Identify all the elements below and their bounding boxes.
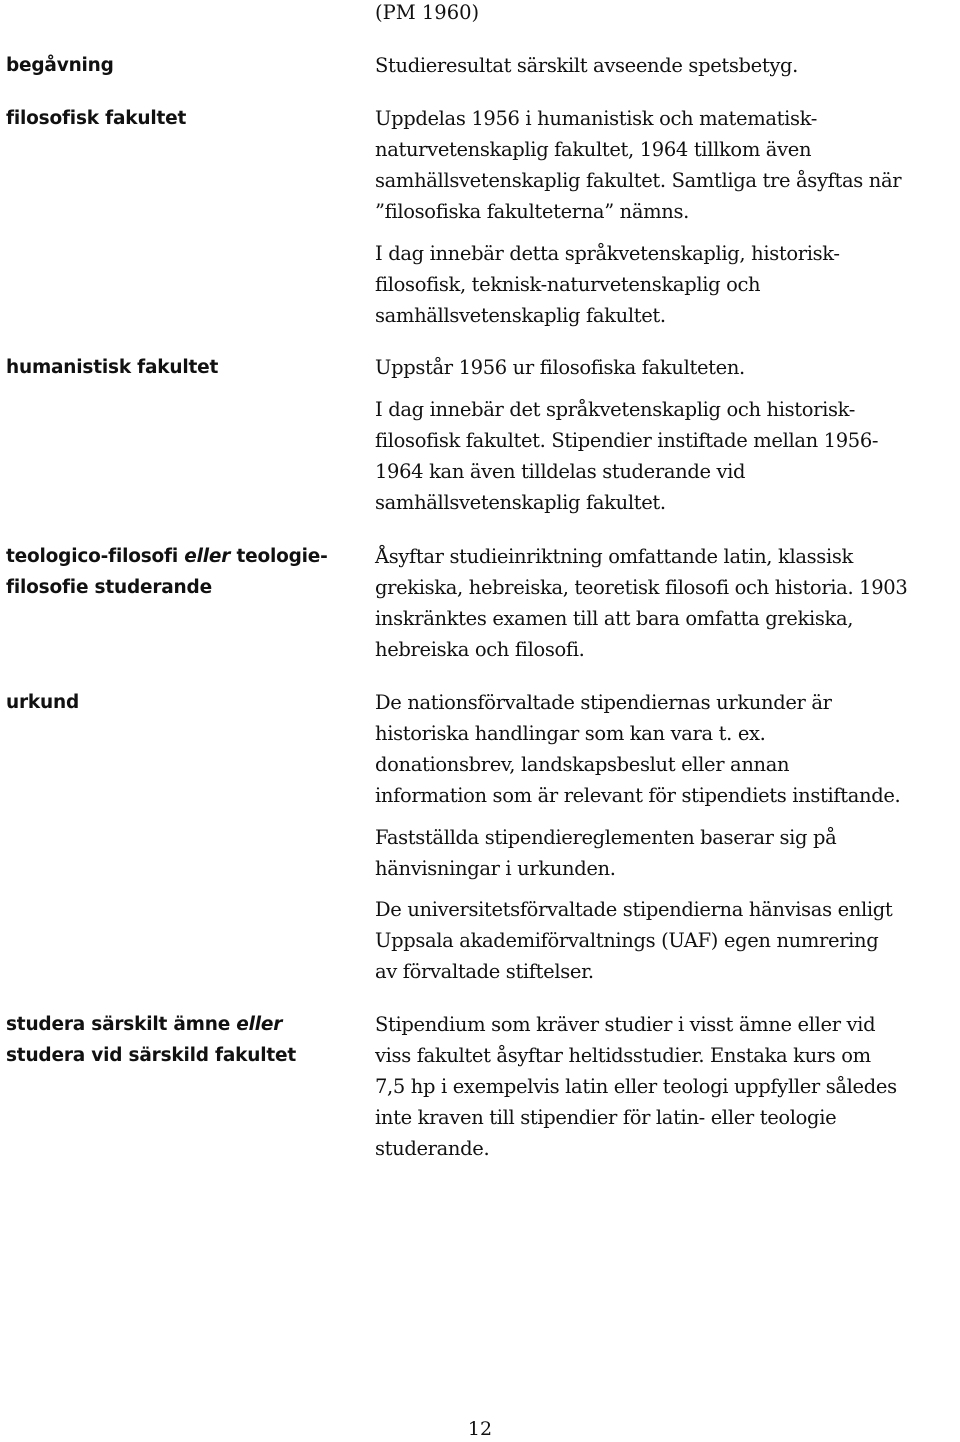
term-text: studera vid särskild fakultet: [6, 1045, 297, 1066]
term-studera-sarskilt-amne: [6, 1009, 356, 1071]
term-text: filosofisk fakultet: [6, 108, 187, 129]
definition-line: De nationsförvaltade stipendiernas urkunder är: [375, 691, 832, 714]
term-filosofisk-fakultet: [6, 103, 356, 134]
definition-line: Stipendium som kräver studier i visst ämne eller vid: [375, 1013, 876, 1036]
definition-line: hänvisningar i urkunden.: [375, 857, 616, 880]
definition-line: samhällsvetenskaplig fakultet.: [375, 304, 666, 327]
term-text: humanistisk fakultet: [6, 357, 219, 378]
definition-line: naturvetenskaplig fakultet, 1964 tillkom även: [375, 138, 812, 161]
term-line: [6, 1009, 356, 1040]
definition-line: 7,5 hp i exempelvis latin eller teologi uppfyller således: [375, 1075, 897, 1098]
definition-line: I dag innebär det språkvetenskaplig och historisk-: [375, 398, 856, 421]
term-text: urkund: [6, 692, 79, 713]
term-text: teologie-: [236, 546, 328, 567]
definition-line: studerande.: [375, 1137, 490, 1160]
term-humanistisk-fakultet: [6, 352, 356, 383]
definition-line: Åsyftar studieinriktning omfattande latin, klassisk: [375, 545, 853, 568]
term-begavning: [6, 50, 356, 81]
definition-line: Uppdelas 1956 i humanistisk och matematisk-: [375, 107, 818, 130]
definition-line: donationsbrev, landskapsbeslut eller annan: [375, 753, 790, 776]
definition-line: hebreiska och filosofi.: [375, 638, 585, 661]
definition-line: Studieresultat särskilt avseende spetsbetyg.: [375, 54, 798, 77]
definition-line: inskränktes examen till att bara omfatta grekiska,: [375, 607, 854, 630]
definition-filosofisk-fakultet-today: [375, 238, 960, 331]
definition-humanistisk-fakultet: [375, 352, 960, 383]
term-connector: eller: [236, 1014, 283, 1035]
term-urkund: [6, 687, 356, 718]
definition-line: ”filosofiska fakulteterna” nämns.: [375, 200, 690, 223]
term-text: begåvning: [6, 55, 114, 76]
definition-line: inte kraven till stipendier för latin- eller teologie: [375, 1106, 837, 1129]
definition-line: viss fakultet åsyftar heltidsstudier. Enstaka kurs om: [375, 1044, 871, 1067]
top-note: (PM 1960): [375, 1, 480, 24]
definition-line: Uppstår 1956 ur filosofiska fakulteten.: [375, 356, 745, 379]
definition-studera-sarskilt-amne: [375, 1009, 960, 1164]
term-teologico-filosofi: [6, 541, 356, 603]
definition-line: I dag innebär detta språkvetenskaplig, historisk-: [375, 242, 840, 265]
definition-line: historiska handlingar som kan vara t. ex.: [375, 722, 766, 745]
definition-line: grekiska, hebreiska, teoretisk filosofi och historia. 1903: [375, 576, 908, 599]
term-line: [6, 541, 356, 572]
definition-line: information som är relevant för stipendiets instiftande.: [375, 784, 901, 807]
definition-line: Fastställda stipendiereglementen baserar sig på: [375, 826, 837, 849]
definition-line: filosofisk fakultet. Stipendier instiftade mellan 1956-: [375, 429, 879, 452]
definition-urkund-reglementen: [375, 822, 960, 884]
term-text: studera särskilt ämne: [6, 1014, 231, 1035]
definition-line: filosofisk, teknisk-naturvetenskaplig och: [375, 273, 761, 296]
definition-filosofisk-fakultet: [375, 103, 960, 227]
definition-line: 1964 kan även tilldelas studerande vid: [375, 460, 746, 483]
definition-urkund-uaf: [375, 894, 960, 987]
definition-line: av förvaltade stiftelser.: [375, 960, 594, 983]
definition-line: Uppsala akademiförvaltnings (UAF) egen numrering: [375, 929, 879, 952]
definition-line: samhällsvetenskaplig fakultet. Samtliga tre åsyftas när: [375, 169, 902, 192]
term-text: teologico-filosofi: [6, 546, 179, 567]
definition-begavning: [375, 50, 960, 81]
definition-urkund: [375, 687, 960, 811]
definition-line: samhällsvetenskaplig fakultet.: [375, 491, 666, 514]
definition-humanistisk-fakultet-today: [375, 394, 960, 518]
definition-line: De universitetsförvaltade stipendierna hänvisas enligt: [375, 898, 893, 921]
page-number: 12: [467, 1418, 493, 1440]
term-text: filosofie studerande: [6, 577, 212, 598]
definition-teologico-filosofi: [375, 541, 960, 665]
term-connector: eller: [184, 546, 231, 567]
